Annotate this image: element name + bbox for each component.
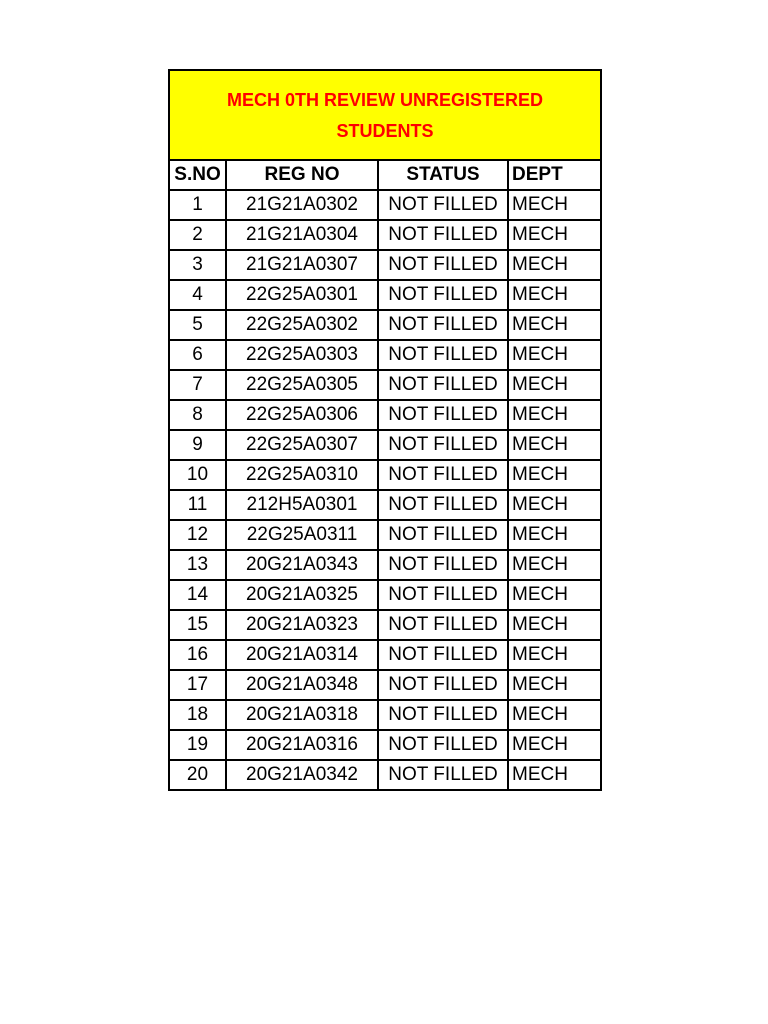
table-body <box>169 190 601 790</box>
table-row <box>169 580 601 610</box>
table-row <box>169 550 601 580</box>
cell-dept: MECH <box>508 340 601 370</box>
cell-sno: 20 <box>169 760 226 790</box>
header-sno: S.NO <box>169 160 226 190</box>
cell-sno: 16 <box>169 640 226 670</box>
cell-status: NOT FILLED <box>378 520 508 550</box>
cell-sno: 10 <box>169 460 226 490</box>
table-row <box>169 670 601 700</box>
header-row <box>169 160 601 190</box>
table-row <box>169 310 601 340</box>
cell-sno: 19 <box>169 730 226 760</box>
cell-reg-no: 20G21A0325 <box>226 580 378 610</box>
cell-status: NOT FILLED <box>378 310 508 340</box>
table-title: MECH 0TH REVIEW UNREGISTERED STUDENTS <box>169 70 601 160</box>
cell-status: NOT FILLED <box>378 580 508 610</box>
unregistered-students-table <box>168 69 602 791</box>
table-row <box>169 400 601 430</box>
cell-reg-no: 212H5A0301 <box>226 490 378 520</box>
cell-sno: 6 <box>169 340 226 370</box>
table-row <box>169 280 601 310</box>
cell-status: NOT FILLED <box>378 340 508 370</box>
cell-status: NOT FILLED <box>378 760 508 790</box>
cell-sno: 2 <box>169 220 226 250</box>
cell-dept: MECH <box>508 310 601 340</box>
cell-reg-no: 20G21A0342 <box>226 760 378 790</box>
cell-reg-no: 22G25A0306 <box>226 400 378 430</box>
cell-sno: 8 <box>169 400 226 430</box>
cell-reg-no: 22G25A0303 <box>226 340 378 370</box>
cell-reg-no: 20G21A0348 <box>226 670 378 700</box>
cell-dept: MECH <box>508 430 601 460</box>
cell-status: NOT FILLED <box>378 460 508 490</box>
cell-dept: MECH <box>508 670 601 700</box>
cell-dept: MECH <box>508 610 601 640</box>
table-row <box>169 340 601 370</box>
table-row <box>169 700 601 730</box>
cell-reg-no: 20G21A0316 <box>226 730 378 760</box>
cell-dept: MECH <box>508 280 601 310</box>
table-row <box>169 640 601 670</box>
cell-sno: 14 <box>169 580 226 610</box>
cell-sno: 15 <box>169 610 226 640</box>
cell-dept: MECH <box>508 250 601 280</box>
cell-sno: 17 <box>169 670 226 700</box>
cell-reg-no: 20G21A0343 <box>226 550 378 580</box>
cell-status: NOT FILLED <box>378 370 508 400</box>
cell-status: NOT FILLED <box>378 430 508 460</box>
cell-sno: 7 <box>169 370 226 400</box>
cell-dept: MECH <box>508 730 601 760</box>
cell-reg-no: 21G21A0304 <box>226 220 378 250</box>
cell-sno: 13 <box>169 550 226 580</box>
cell-reg-no: 21G21A0302 <box>226 190 378 220</box>
cell-status: NOT FILLED <box>378 550 508 580</box>
cell-sno: 3 <box>169 250 226 280</box>
cell-reg-no: 21G21A0307 <box>226 250 378 280</box>
cell-dept: MECH <box>508 700 601 730</box>
cell-sno: 12 <box>169 520 226 550</box>
cell-reg-no: 22G25A0302 <box>226 310 378 340</box>
cell-dept: MECH <box>508 520 601 550</box>
table-row <box>169 760 601 790</box>
cell-sno: 5 <box>169 310 226 340</box>
cell-reg-no: 22G25A0307 <box>226 430 378 460</box>
table-row <box>169 490 601 520</box>
table-row <box>169 190 601 220</box>
cell-status: NOT FILLED <box>378 250 508 280</box>
cell-sno: 9 <box>169 430 226 460</box>
cell-status: NOT FILLED <box>378 400 508 430</box>
cell-dept: MECH <box>508 400 601 430</box>
table-row <box>169 730 601 760</box>
cell-reg-no: 20G21A0323 <box>226 610 378 640</box>
cell-sno: 1 <box>169 190 226 220</box>
table-row <box>169 430 601 460</box>
table-row <box>169 460 601 490</box>
table-row <box>169 610 601 640</box>
cell-dept: MECH <box>508 370 601 400</box>
header-status: STATUS <box>378 160 508 190</box>
header-reg-no: REG NO <box>226 160 378 190</box>
cell-status: NOT FILLED <box>378 700 508 730</box>
cell-reg-no: 22G25A0305 <box>226 370 378 400</box>
cell-dept: MECH <box>508 550 601 580</box>
table-row <box>169 520 601 550</box>
cell-status: NOT FILLED <box>378 730 508 760</box>
cell-dept: MECH <box>508 580 601 610</box>
cell-reg-no: 22G25A0301 <box>226 280 378 310</box>
title-row <box>169 70 601 160</box>
cell-status: NOT FILLED <box>378 610 508 640</box>
table-row <box>169 370 601 400</box>
table-row <box>169 250 601 280</box>
cell-dept: MECH <box>508 190 601 220</box>
cell-status: NOT FILLED <box>378 190 508 220</box>
header-dept: DEPT <box>508 160 601 190</box>
cell-dept: MECH <box>508 640 601 670</box>
table-row <box>169 220 601 250</box>
cell-sno: 18 <box>169 700 226 730</box>
cell-status: NOT FILLED <box>378 280 508 310</box>
cell-reg-no: 22G25A0311 <box>226 520 378 550</box>
cell-sno: 4 <box>169 280 226 310</box>
cell-reg-no: 20G21A0318 <box>226 700 378 730</box>
cell-dept: MECH <box>508 460 601 490</box>
cell-dept: MECH <box>508 220 601 250</box>
cell-dept: MECH <box>508 490 601 520</box>
cell-sno: 11 <box>169 490 226 520</box>
cell-reg-no: 20G21A0314 <box>226 640 378 670</box>
cell-status: NOT FILLED <box>378 220 508 250</box>
cell-status: NOT FILLED <box>378 640 508 670</box>
cell-dept: MECH <box>508 760 601 790</box>
cell-status: NOT FILLED <box>378 670 508 700</box>
cell-reg-no: 22G25A0310 <box>226 460 378 490</box>
cell-status: NOT FILLED <box>378 490 508 520</box>
